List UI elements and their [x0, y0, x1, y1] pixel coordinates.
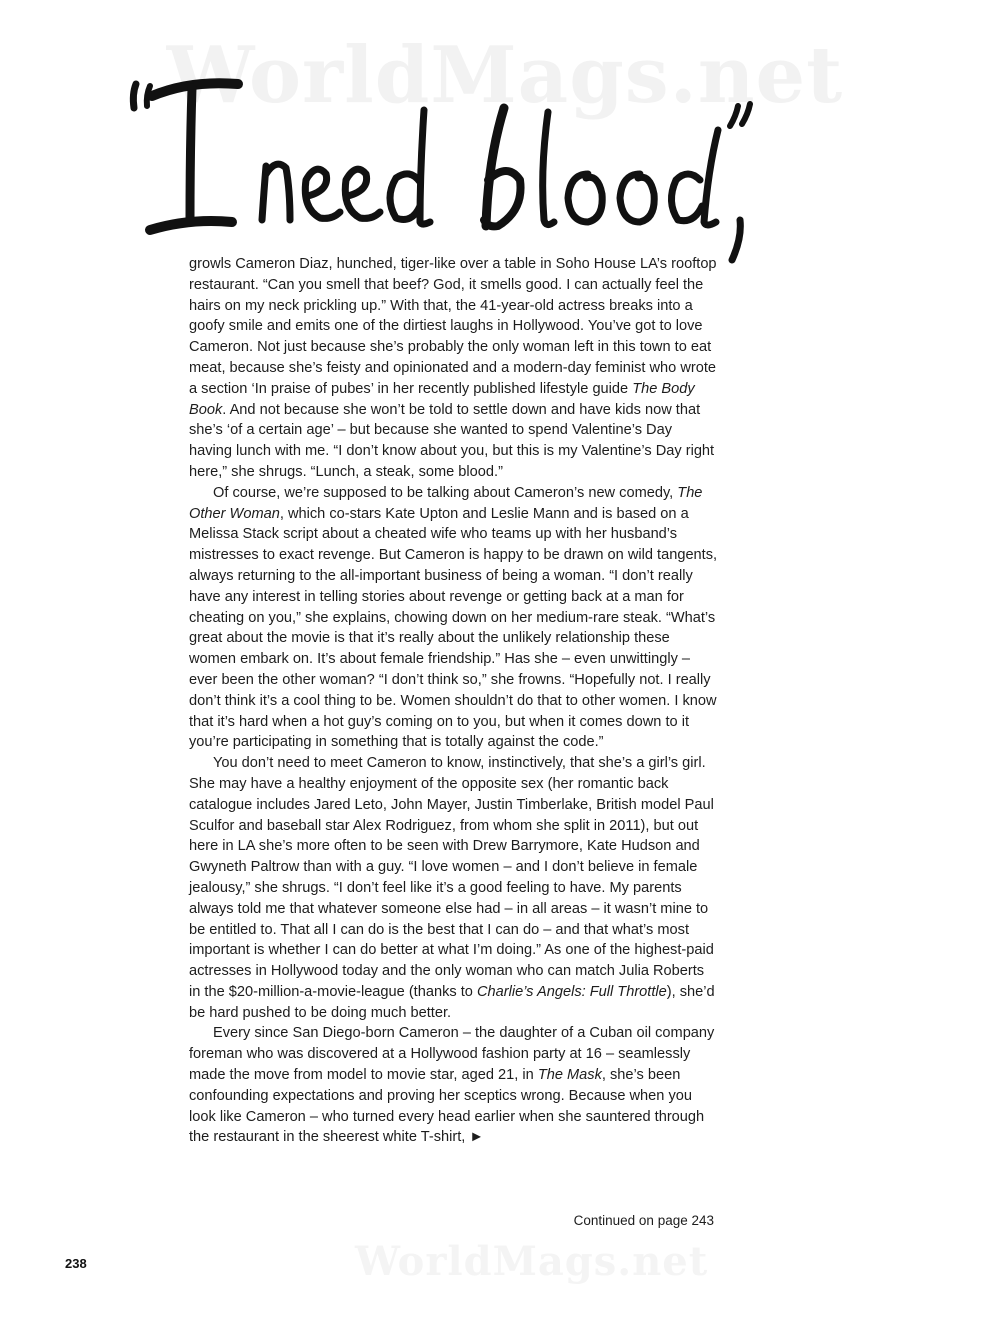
continued-note: Continued on page 243	[573, 1213, 714, 1228]
article-body	[189, 254, 719, 1148]
page-number: 238	[65, 1256, 87, 1271]
watermark-bottom: WorldMags.net	[355, 1238, 709, 1285]
watermark-top: WorldMags.net	[166, 30, 844, 121]
handwritten-headline	[120, 70, 760, 270]
film-title: Charlie’s Angels: Full Throttle	[476, 983, 667, 1000]
text-run: . And not because she won’t be told to settle down and have kids now that she’s ‘of a certain age’ – but because she wanted to spend Valentine’s Day having lunch with me. “I don’t know about you, but this is my Valentine’s Day right here,” she shrugs. “Lunch, a steak, some blood.”	[189, 401, 715, 480]
text-run: growls Cameron Diaz, hunched, tiger-like over a table in Soho House LA’s rooftop restaurant. “Can you smell that beef? God, it smells good. I can actually feel the hairs on my neck prickling up.” With that, the 41-year-old actress breaks into a goofy smile and emits one of the dirtiest laughs in Hollywood. You’ve got to love Cameron. Not just because she’s probably the only woman left in this town to eat meat, because she’s feisty and opinionated and a modern-day feminist who wrote a section ‘In praise of pubes’ in her recently published lifestyle guide	[189, 256, 717, 397]
text-run: , she’s been confounding expectations and proving her sceptics wrong. Because when you look like Cameron – who turned every head earlier when she sauntered through the restaurant in the sheerest white T-shirt, ►	[189, 1067, 705, 1146]
text-run: , which co-stars Kate Upton and Leslie Mann and is based on a Melissa Stack script about a cheated wife who teams up with her husband’s mistresses to exact revenge. But Cameron is happy to be drawn on wild tangents, always returning to the all-important business of being a woman. “I don’t really have any interest in telling stories about revenge or getting back at a man for cheating on you,” she explains, chowing down on her medium-rare steak. “What’s great about the movie is that it’s really about the unlikely relationship these women embark on. It’s about female friendship.” Has she – even unwittingly – ever been the other woman? “I don’t think so,” she frowns. “Hopefully not. I really don’t think it’s a cool thing to be. Women shouldn’t do that to other women. I know that it’s hard when a hot guy’s coming on to you, but when it comes down to it you’re participating in something that is totally against the code.”	[189, 505, 718, 751]
film-title: The Other Woman	[189, 484, 703, 522]
film-title: The Mask	[537, 1067, 602, 1084]
paragraph-4	[189, 1023, 719, 1148]
text-run: Every since San Diego-born Cameron – the daughter of a Cuban oil company foreman who was discovered at a Hollywood fashion party at 16 – seamlessly made the move from model to movie star, aged 21, in	[189, 1025, 715, 1084]
headline-lettering	[120, 70, 760, 270]
text-run: You don’t need to meet Cameron to know, instinctively, that she’s a girl’s girl. She may have a healthy enjoyment of the opposite sex (her romantic back catalogue includes Jared Leto, John Mayer, Justin Timberlake, British model Paul Sculfor and baseball star Alex Rodriguez, from whom she split in 2011), but out here in LA she’s more often to be seen with Drew Barrymore, Kate Hudson and Gwyneth Paltrow than with a guy. “I love women – and I don’t believe in female jealousy,” she shrugs. “I don’t feel like it’s a good feeling to have. My parents always told me that whatever someone else had – in all areas – it wasn’t mine to be entitled to. That all I can do is the best that I can do – and that what’s most important is whether I can do better at what I’m doing.” As one of the highest-paid actresses in Hollywood today and the only woman who can match Julia Roberts in the $20-million-a-movie-league (thanks to	[189, 755, 714, 1000]
paragraph-3	[189, 753, 719, 1023]
text-run: ), she’d be hard pushed to be doing much better.	[189, 983, 715, 1021]
paragraph-2	[189, 483, 719, 753]
book-title: The Body Book	[189, 380, 695, 418]
paragraph-1	[189, 254, 719, 483]
text-run: Of course, we’re supposed to be talking about Cameron’s new comedy,	[213, 484, 678, 501]
